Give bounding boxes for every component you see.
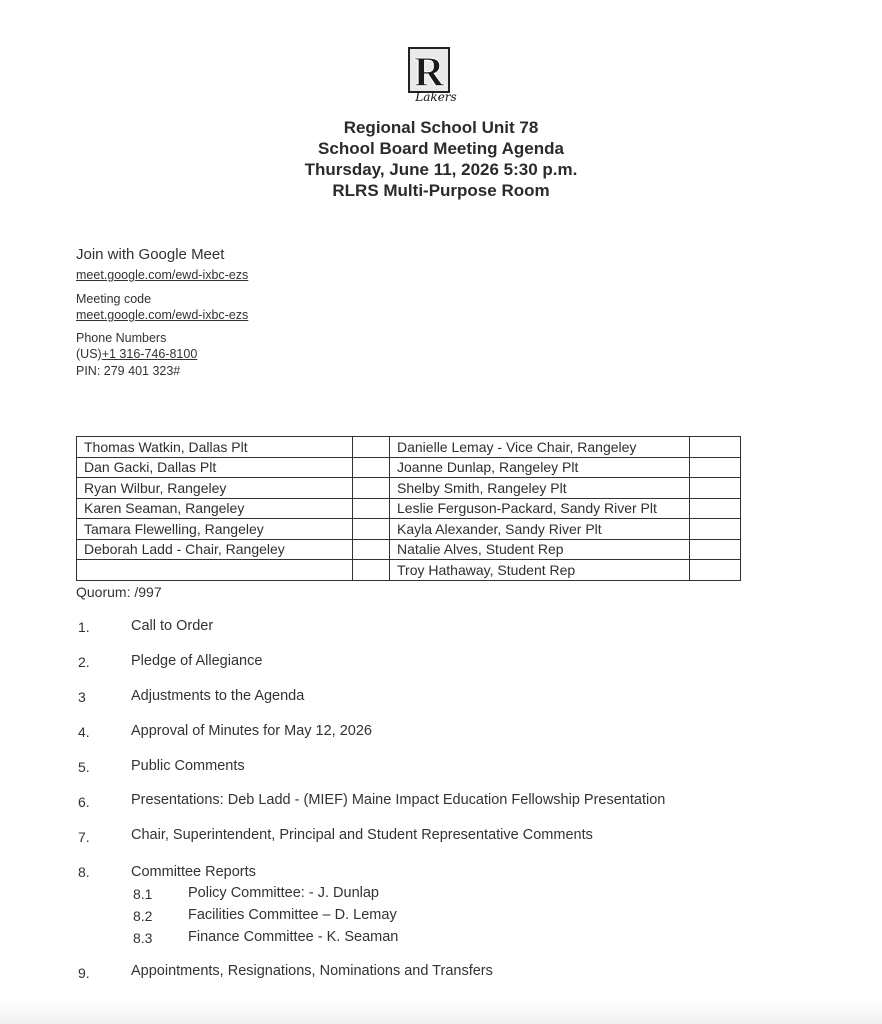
google-meet-title: Join with Google Meet <box>76 246 225 263</box>
agenda-item: Chair, Superintendent, Principal and Student Representative Comments <box>131 827 593 843</box>
member-name: Karen Seaman, Rangeley <box>77 498 353 519</box>
agenda-item: Approval of Minutes for May 12, 2026 <box>131 723 372 739</box>
member-name: Leslie Ferguson-Packard, Sandy River Plt <box>390 498 690 519</box>
agenda-item: Committee Reports <box>131 864 256 880</box>
committee-number: 8.2 <box>133 908 153 924</box>
page-bottom-shadow <box>0 1000 882 1024</box>
phone-numbers-label: Phone Numbers <box>76 331 167 345</box>
member-name <box>77 560 353 581</box>
logo-script: Lakers <box>415 90 457 104</box>
google-meet-link[interactable]: meet.google.com/ewd-ixbc-ezs <box>76 268 249 282</box>
attendance-mark <box>690 539 741 560</box>
agenda-number: 7. <box>78 829 90 845</box>
attendance-mark <box>353 560 390 581</box>
member-name: Troy Hathaway, Student Rep <box>390 560 690 581</box>
member-name: Deborah Ladd - Chair, Rangeley <box>77 539 353 560</box>
member-name: Danielle Lemay - Vice Chair, Rangeley <box>390 437 690 458</box>
member-name: Kayla Alexander, Sandy River Plt <box>390 519 690 540</box>
attendance-row <box>77 457 741 478</box>
member-name: Ryan Wilbur, Rangeley <box>77 478 353 499</box>
logo-letter: R <box>413 50 445 96</box>
attendance-row <box>77 478 741 499</box>
school-logo <box>406 46 466 104</box>
attendance-mark <box>690 560 741 581</box>
attendance-mark <box>690 457 741 478</box>
member-name: Tamara Flewelling, Rangeley <box>77 519 353 540</box>
attendance-mark <box>690 519 741 540</box>
phone-number-link[interactable]: +1 316-746-8100 <box>101 347 198 361</box>
meeting-code-label: Meeting code <box>76 292 152 306</box>
attendance-mark <box>353 437 390 458</box>
agenda-number: 1. <box>78 619 90 635</box>
header-date-time: Thursday, June 11, 2026 5:30 p.m. <box>304 160 578 179</box>
header-meeting-type: School Board Meeting Agenda <box>318 139 564 158</box>
header-organization: Regional School Unit 78 <box>343 118 539 137</box>
attendance-row <box>77 437 741 458</box>
attendance-row <box>77 539 741 560</box>
member-name: Natalie Alves, Student Rep <box>390 539 690 560</box>
attendance-mark <box>353 498 390 519</box>
attendance-row <box>77 498 741 519</box>
agenda-number: 2. <box>78 654 90 670</box>
committee-item: Facilities Committee – D. Lemay <box>188 907 397 923</box>
quorum-text: Quorum: /997 <box>76 584 162 600</box>
agenda-number: 3 <box>78 689 86 705</box>
agenda-number: 4. <box>78 724 90 740</box>
attendance-row <box>77 560 741 581</box>
pin-text: PIN: 279 401 323# <box>76 364 181 378</box>
member-name: Shelby Smith, Rangeley Plt <box>390 478 690 499</box>
agenda-item: Call to Order <box>131 618 214 634</box>
agenda-item: Adjustments to the Agenda <box>131 688 305 704</box>
committee-number: 8.1 <box>133 886 153 902</box>
committee-number: 8.3 <box>133 930 153 946</box>
attendance-mark <box>690 478 741 499</box>
attendance-mark <box>690 437 741 458</box>
attendance-mark <box>353 457 390 478</box>
member-name: Thomas Watkin, Dallas Plt <box>77 437 353 458</box>
agenda-item: Presentations: Deb Ladd - (MIEF) Maine Impact Education Fellowship Presentation <box>131 792 666 808</box>
agenda-item: Pledge of Allegiance <box>131 653 263 669</box>
agenda-number: 5. <box>78 759 90 775</box>
agenda-number: 6. <box>78 794 90 810</box>
attendance-mark <box>353 519 390 540</box>
attendance-table <box>76 436 741 581</box>
member-name: Dan Gacki, Dallas Plt <box>77 457 353 478</box>
header-location: RLRS Multi-Purpose Room <box>332 181 550 200</box>
phone-number-line <box>76 347 197 361</box>
attendance-mark <box>690 498 741 519</box>
phone-country: (US) <box>76 347 102 361</box>
meeting-code-link[interactable]: meet.google.com/ewd-ixbc-ezs <box>76 308 249 322</box>
committee-item: Finance Committee - K. Seaman <box>188 929 399 945</box>
attendance-mark <box>353 539 390 560</box>
committee-item: Policy Committee: - J. Dunlap <box>188 885 379 901</box>
attendance-row <box>77 519 741 540</box>
agenda-number: 8. <box>78 864 90 880</box>
agenda-item: Public Comments <box>131 758 245 774</box>
member-name: Joanne Dunlap, Rangeley Plt <box>390 457 690 478</box>
attendance-mark <box>353 478 390 499</box>
agenda-number: 9. <box>78 965 90 981</box>
agenda-item: Appointments, Resignations, Nominations and Transfers <box>131 963 493 979</box>
